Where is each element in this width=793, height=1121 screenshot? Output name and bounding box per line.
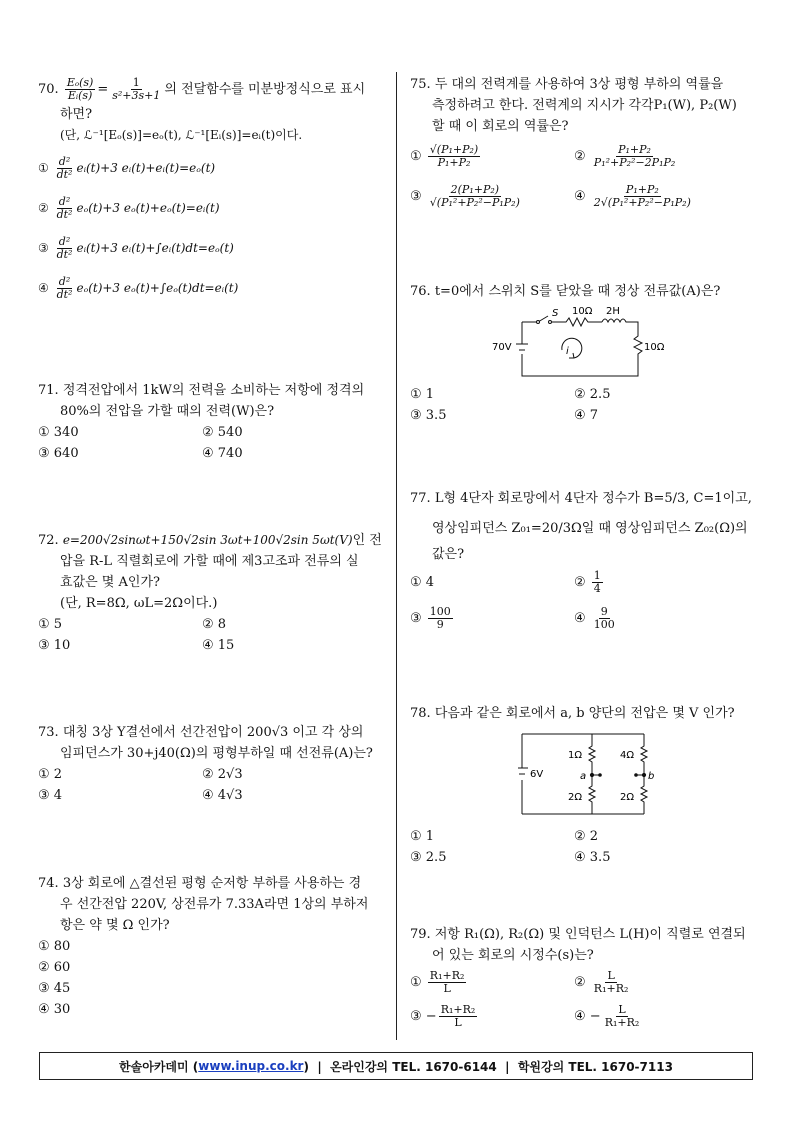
question-79 bbox=[410, 924, 762, 1034]
question-70: 70. $\frac{\text{Eₒ(s)}}{\text{Eᵢ(s)}}$ = $\frac{1}{\text{s²+3s+1}}$ 의 전달함수를 미분방정식으로 표시 하면? (단, ℒ⁻¹[Eₒ(s)]=eₒ(t), ℒ⁻¹[Eᵢ(s)]=eᵢ(t)이다. ① $\frac{\text{d²}}{\text{dt²}}$ eᵢ(t)+3 eᵢ(t)+eᵢ(t)=eₒ(t) ② $\frac{\text{d²}}{\text{dt²}}$ eₒ(t)+3 eₒ(t)+eₒ(t)=eᵢ(t) ③ $\frac{\text{d²}}{\text{dt²}}$ eᵢ(t)+3 eᵢ(t)+∫eᵢ(t)dt=eₒ(t) ④ $\frac{\text{d²}}{\text{dt²}}$ eₒ(t)+3 eₒ(t)+∫eₒ(t)dt=eᵢ(t) bbox=[38, 76, 388, 308]
option-1[interactable]: ① 2 bbox=[38, 767, 63, 782]
question-text: 우 선간전압 220V, 상전류가 7.33A라면 1상의 부하저 bbox=[60, 897, 369, 912]
option-1[interactable]: ① $\frac{\text{√(P₁+P₂)}}{\text{P₁+P₂}}$ bbox=[410, 143, 479, 169]
option-4[interactable]: ④ 740 bbox=[202, 446, 243, 461]
question-number: 73. bbox=[38, 725, 59, 740]
option-4[interactable]: ④ 4√3 bbox=[202, 788, 243, 803]
resistor3-label: 4Ω bbox=[620, 750, 635, 761]
footer-contact: ) | 온라인강의 TEL. 1670-6144 | 학원강의 TEL. 1670-7113 bbox=[303, 1059, 673, 1074]
column-divider bbox=[396, 72, 397, 1040]
option-3[interactable]: ③ 2.5 bbox=[410, 850, 447, 865]
resistor1-label: 1Ω bbox=[568, 750, 583, 761]
options bbox=[410, 966, 762, 1034]
option-2[interactable]: ② 2 bbox=[574, 829, 599, 844]
page-footer bbox=[39, 1052, 753, 1080]
option-1[interactable]: ① 340 bbox=[38, 425, 79, 440]
question-text: L형 4단자 회로망에서 4단자 정수가 B=5/3, C=1이고, bbox=[434, 491, 752, 506]
question-text: 측정하려고 한다. 전력계의 지시가 각각P₁(W), P₂(W) bbox=[432, 98, 737, 113]
option-2[interactable]: ② 60 bbox=[38, 960, 71, 975]
current-label: i bbox=[566, 346, 569, 357]
question-text: 정격전압에서 1kW의 전력을 소비하는 저항에 정격의 bbox=[62, 383, 365, 398]
question-number: 76. bbox=[410, 284, 431, 299]
options bbox=[38, 764, 390, 806]
resistor2-label: 2Ω bbox=[568, 792, 583, 803]
source-label: 6V bbox=[530, 769, 544, 780]
question-text: 두 대의 전력계를 사용하여 3상 평형 부하의 역률을 bbox=[434, 77, 724, 92]
question-text: 인 전 bbox=[352, 533, 382, 548]
option-3[interactable]: ③ 4 bbox=[38, 788, 63, 803]
option-3[interactable]: ③ − $\frac{\text{R₁+R₂}}{L}$ bbox=[410, 1003, 476, 1029]
question-number: 74. bbox=[38, 876, 59, 891]
question-71 bbox=[38, 380, 388, 464]
option-1[interactable]: ① 80 bbox=[38, 939, 71, 954]
question-73 bbox=[38, 722, 390, 806]
question-text: 영상임피던스 Z₀₁=20/3Ω일 때 영상임피던스 Z₀₂(Ω)의 bbox=[432, 521, 748, 536]
option-3[interactable]: ③ $\frac{\text{2(P₁+P₂)}}{\text{√(P₁²+P₂²−P₁P₂)}}$ bbox=[410, 183, 520, 209]
question-number: 70. bbox=[38, 82, 59, 97]
question-text: 저항 R₁(Ω), R₂(Ω) 및 인덕턴스 L(H)이 직렬로 연결되 bbox=[434, 927, 746, 942]
resistor2-label: 10Ω bbox=[644, 342, 665, 353]
resistor1-label: 10Ω bbox=[572, 306, 593, 317]
question-text: 압을 R-L 직렬회로에 가할 때에 제3고조파 전류의 실 bbox=[60, 554, 359, 569]
options bbox=[410, 137, 760, 217]
option-4[interactable]: ④ − $\frac{L}{\text{R₁+R₂}}$ bbox=[574, 1003, 640, 1029]
inductor-label: 2H bbox=[606, 306, 620, 317]
option-1[interactable]: ① 4 bbox=[410, 575, 435, 590]
question-text: 효값은 몇 A인가? bbox=[60, 575, 160, 590]
option-4[interactable]: ④ $\frac{9}{100}$ bbox=[574, 605, 615, 631]
question-text: 80%의 전압을 가할 때의 전력(W)은? bbox=[60, 404, 275, 419]
option-1[interactable]: ① 1 bbox=[410, 387, 435, 402]
options bbox=[38, 148, 388, 308]
options bbox=[38, 614, 390, 656]
rl-circuit-diagram bbox=[492, 304, 692, 382]
resistor4-label: 2Ω bbox=[620, 792, 635, 803]
option-4[interactable]: ④ $\frac{\text{d²}}{\text{dt²}}$ eₒ(t)+3 eₒ(t)+∫eₒ(t)dt=eᵢ(t) bbox=[38, 275, 239, 301]
options bbox=[38, 422, 388, 464]
question-number: 71. bbox=[38, 383, 59, 398]
question-78 bbox=[410, 703, 760, 868]
question-77 bbox=[410, 484, 760, 637]
option-2[interactable]: ② 8 bbox=[202, 617, 227, 632]
footer-website-link[interactable]: www.inup.co.kr bbox=[198, 1059, 304, 1073]
question-text: 대칭 3상 Y결선에서 선간전압이 200√3 이고 각 상의 bbox=[62, 725, 364, 740]
option-4[interactable]: ④ $\frac{\text{P₁+P₂}}{\text{2√(P₁²+P₂²−P₁P₂)}}$ bbox=[574, 183, 691, 209]
options bbox=[410, 565, 760, 637]
question-text: 하면? bbox=[60, 107, 93, 122]
option-2[interactable]: ② 2√3 bbox=[202, 767, 243, 782]
question-text: 의 전달함수를 미분방정식으로 표시 bbox=[164, 82, 366, 97]
question-75 bbox=[410, 74, 760, 217]
question-text: t=0에서 스위치 S를 닫았을 때 정상 전류값(A)은? bbox=[434, 284, 721, 299]
options bbox=[410, 826, 760, 868]
option-2[interactable]: ② 2.5 bbox=[574, 387, 611, 402]
option-1[interactable]: ① 5 bbox=[38, 617, 63, 632]
question-note: (단, R=8Ω, ωL=2Ω이다.) bbox=[60, 596, 218, 611]
question-note: (단, ℒ⁻¹[Eₒ(s)]=eₒ(t), ℒ⁻¹[Eᵢ(s)]=eᵢ(t)이다. bbox=[60, 128, 303, 142]
question-text: 항은 약 몇 Ω 인가? bbox=[60, 918, 170, 933]
bridge-circuit-diagram bbox=[518, 728, 668, 820]
options bbox=[410, 384, 760, 426]
option-4[interactable]: ④ 3.5 bbox=[574, 850, 611, 865]
option-4[interactable]: ④ 30 bbox=[38, 1002, 71, 1017]
question-text: 3상 회로에 △결선된 평형 순저항 부하를 사용하는 경 bbox=[62, 876, 362, 891]
option-2[interactable]: ② $\frac{1}{4}$ bbox=[574, 569, 601, 595]
node-b-label: b bbox=[648, 771, 655, 782]
option-3[interactable]: ③ 640 bbox=[38, 446, 79, 461]
question-text: 값은? bbox=[432, 547, 465, 562]
question-72 bbox=[38, 530, 390, 656]
option-4[interactable]: ④ 15 bbox=[202, 638, 235, 653]
question-76 bbox=[410, 281, 760, 426]
question-number: 79. bbox=[410, 927, 431, 942]
option-1[interactable]: ① $\frac{\text{d²}}{\text{dt²}}$ eᵢ(t)+3 eᵢ(t)+eᵢ(t)=eₒ(t) bbox=[38, 155, 216, 181]
option-1[interactable]: ① $\frac{\text{R₁+R₂}}{L}$ bbox=[410, 969, 465, 995]
transfer-fraction-lhs: $\frac{\text{Eₒ(s)}}{\text{Eᵢ(s)}}$ bbox=[66, 76, 94, 102]
transfer-fraction-rhs: $\frac{1}{\text{s²+3s+1}}$ bbox=[112, 76, 161, 102]
option-3[interactable]: ③ $\frac{\text{d²}}{\text{dt²}}$ eᵢ(t)+3 eᵢ(t)+∫eᵢ(t)dt=eₒ(t) bbox=[38, 235, 234, 261]
option-3[interactable]: ③ $\frac{100}{9}$ bbox=[410, 605, 451, 631]
question-number: 77. bbox=[410, 491, 431, 506]
node-a-label: a bbox=[580, 771, 587, 782]
option-3[interactable]: ③ 45 bbox=[38, 981, 71, 996]
options bbox=[38, 936, 390, 1020]
voltage-formula: e=200√2sinωt+150√2sin 3ωt+100√2sin 5ωt(V) bbox=[62, 533, 353, 547]
option-1[interactable]: ① 1 bbox=[410, 829, 435, 844]
option-2[interactable]: ② 540 bbox=[202, 425, 243, 440]
question-text: 어 있는 회로의 시정수(s)는? bbox=[432, 948, 594, 963]
option-2[interactable]: ② $\frac{\text{d²}}{\text{dt²}}$ eₒ(t)+3 eₒ(t)+eₒ(t)=eᵢ(t) bbox=[38, 195, 220, 221]
option-3[interactable]: ③ 3.5 bbox=[410, 408, 447, 423]
option-4[interactable]: ④ 7 bbox=[574, 408, 599, 423]
option-2[interactable]: ② $\frac{L}{\text{R₁+R₂}}$ bbox=[574, 969, 629, 995]
source-label: 70V bbox=[492, 342, 512, 353]
footer-brand: 한솔아카데미 ( bbox=[119, 1059, 199, 1074]
question-number: 72. bbox=[38, 533, 59, 548]
question-text: 할 때 이 회로의 역률은? bbox=[432, 119, 569, 134]
question-number: 75. bbox=[410, 77, 431, 92]
question-text: 다음과 같은 회로에서 a, b 양단의 전압은 몇 V 인가? bbox=[434, 706, 735, 721]
question-text: 임피던스가 30+j40(Ω)의 평형부하일 때 선전류(A)는? bbox=[60, 746, 373, 761]
switch-label: S bbox=[552, 308, 559, 319]
question-74 bbox=[38, 873, 390, 1020]
option-2[interactable]: ② $\frac{\text{P₁+P₂}}{\text{P₁²+P₂²−2P₁P₂}}$ bbox=[574, 143, 676, 169]
question-number: 78. bbox=[410, 706, 431, 721]
option-3[interactable]: ③ 10 bbox=[38, 638, 71, 653]
